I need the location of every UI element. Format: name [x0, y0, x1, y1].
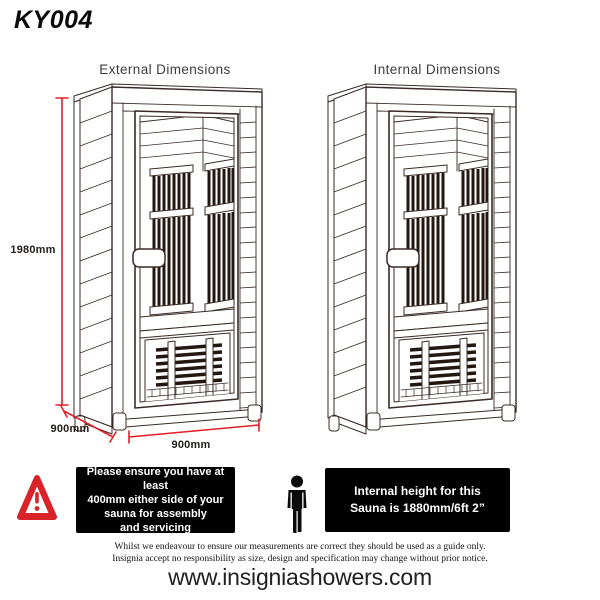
internal-dimensions-label: Internal Dimensions [373, 62, 501, 77]
sauna-drawings [0, 60, 600, 460]
website-url: www.insigniashowers.com [168, 564, 432, 590]
width-dimension-label: 900mm [171, 439, 211, 451]
sauna-drawing-internal [328, 84, 516, 434]
model-title: KY004 [14, 6, 93, 34]
sauna-drawing-external [74, 84, 262, 434]
clearance-notice-box [76, 467, 235, 533]
internal-height-line: Sauna is 1880mm/6ft 2” [350, 501, 485, 515]
disclaimer-line: Whilst we endeavour to ensure our measurements are correct they should be used as a guide only. [114, 542, 486, 552]
internal-height-notice-box [325, 468, 510, 532]
clearance-line: 400mm either side of your [87, 494, 224, 506]
height-dimension-label: 1980mm [10, 244, 56, 256]
internal-height-line: Internal height for this [354, 484, 481, 498]
clearance-line: and servicing [120, 522, 191, 534]
external-dimensions-label: External Dimensions [99, 62, 231, 77]
clearance-line: Please ensure you have at least [86, 466, 225, 492]
disclaimer [0, 542, 600, 565]
depth-dimension-label: 900mm [50, 423, 90, 435]
warning-triangle-icon [17, 473, 57, 523]
clearance-line: sauna for assembly [104, 508, 207, 520]
disclaimer-line: Insignia accept no responsibility as size, design and specification may change without prior notice. [112, 553, 488, 564]
person-silhouette-icon [283, 475, 311, 533]
